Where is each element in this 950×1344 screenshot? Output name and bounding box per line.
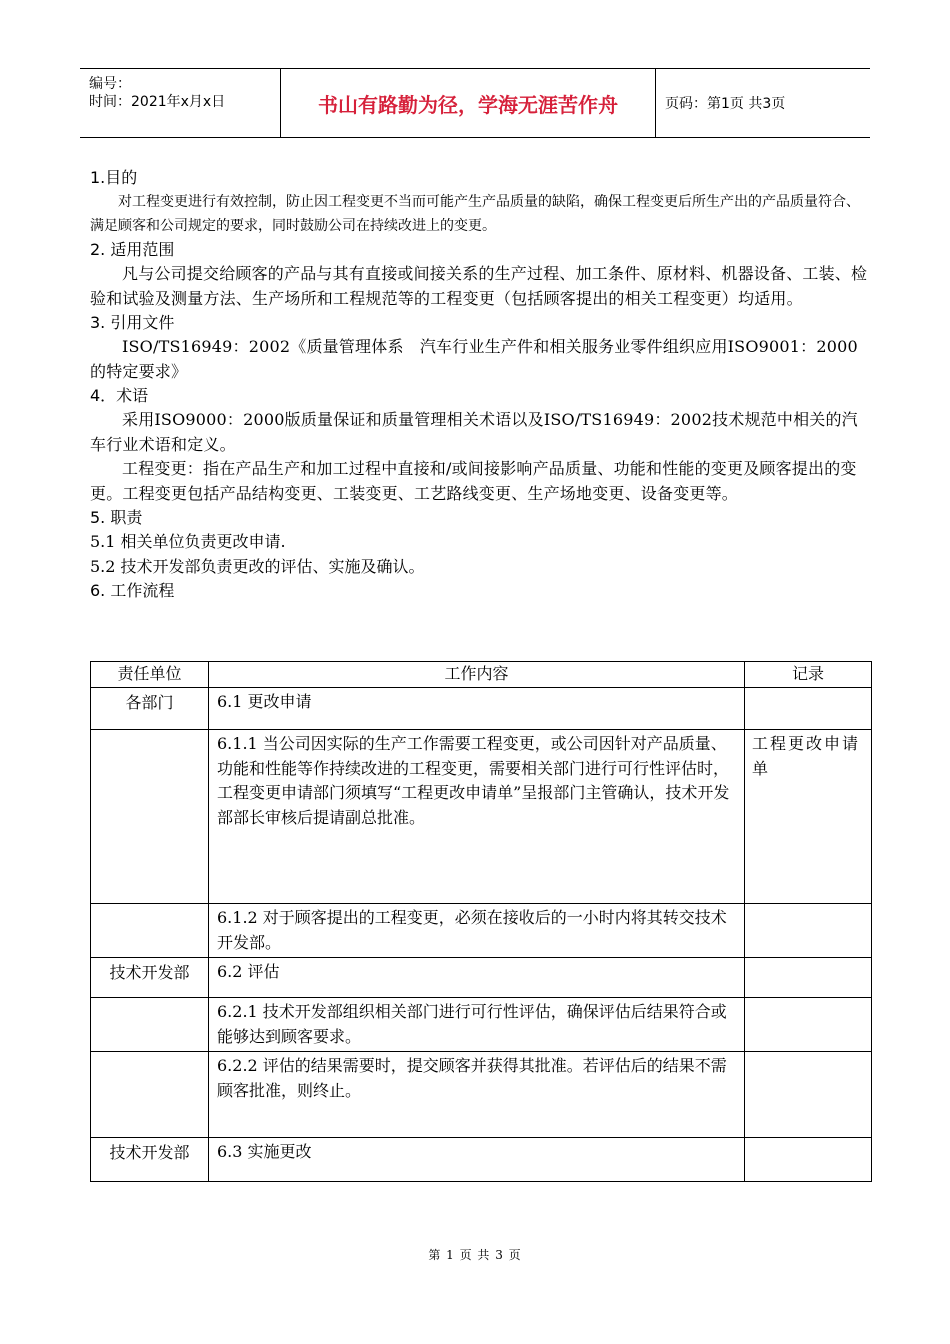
record-cell bbox=[745, 998, 872, 1052]
content-cell: 6.2.2 评估的结果需要时，提交顾客并获得其批准。若评估后的结果不需顾客批准，则终止。 bbox=[209, 1052, 745, 1138]
record-cell bbox=[745, 688, 872, 730]
content-cell: 6.2 评估 bbox=[209, 958, 745, 998]
record-cell: 工程更改申请单 bbox=[745, 730, 872, 904]
content-cell: 6.1.2 对于顾客提出的工程变更，必须在接收后的一小时内将其转交技术开发部。 bbox=[209, 904, 745, 958]
table-row bbox=[91, 688, 872, 730]
column-header-content: 工作内容 bbox=[209, 662, 745, 688]
unit-cell bbox=[91, 1052, 209, 1138]
document-body bbox=[90, 166, 870, 603]
header-motto: 书山有路勤为径，学海无涯苦作舟 bbox=[281, 69, 656, 137]
unit-cell bbox=[91, 730, 209, 904]
section-body-references: ISO/TS16949：2002《质量管理体系 汽车行业生产件和相关服务业零件组织应用ISO9001：2000的特定要求》 bbox=[90, 337, 858, 381]
unit-cell: 技术开发部 bbox=[91, 958, 209, 998]
section-body-scope: 凡与公司提交给顾客的产品与其有直接或间接关系的生产过程、加工条件、原材料、机器设备、工装、检验和试验及测量方法、生产场所和工程规范等的工程变更（包括顾客提出的相关工程变更）均适用。 bbox=[90, 264, 868, 308]
record-cell bbox=[745, 958, 872, 998]
table-row bbox=[91, 730, 872, 904]
unit-cell: 各部门 bbox=[91, 688, 209, 730]
table-row bbox=[91, 1052, 872, 1138]
document-date-label: 时间：2021年x月x日 bbox=[89, 94, 226, 110]
record-cell bbox=[745, 904, 872, 958]
responsibility-item: 5.1 相关单位负责更改申请. bbox=[90, 532, 286, 551]
header-page-label: 页码：第1页 共3页 bbox=[665, 96, 786, 112]
section-title-workflow: 6. 工作流程 bbox=[90, 581, 175, 600]
page-footer: 第 1 页 共 3 页 bbox=[428, 1248, 522, 1262]
section-title-scope: 2. 适用范围 bbox=[90, 240, 175, 259]
table-row bbox=[91, 998, 872, 1052]
content-cell: 6.3 实施更改 bbox=[209, 1138, 745, 1182]
record-cell bbox=[745, 1138, 872, 1182]
section-title-references: 3. 引用文件 bbox=[90, 313, 175, 332]
table-row bbox=[91, 1138, 872, 1182]
section-body-purpose: 对工程变更进行有效控制，防止因工程变更不当而可能产生产品质量的缺陷，确保工程变更后所生产出的产品质量符合、满足顾客和公司规定的要求，同时鼓励公司在持续改进上的变更。 bbox=[90, 194, 860, 234]
table-header-row bbox=[91, 662, 872, 688]
workflow-table bbox=[90, 661, 872, 1182]
section-title-terms: 4．术语 bbox=[90, 386, 149, 405]
document-number-label: 编号： bbox=[89, 76, 131, 92]
column-header-unit: 责任单位 bbox=[91, 662, 209, 688]
page-header bbox=[80, 68, 870, 138]
table-row bbox=[91, 904, 872, 958]
record-cell bbox=[745, 1052, 872, 1138]
unit-cell: 技术开发部 bbox=[91, 1138, 209, 1182]
column-header-record: 记录 bbox=[745, 662, 872, 688]
content-cell: 6.1.1 当公司因实际的生产工作需要工程变更，或公司因针对产品质量、功能和性能等作持续改进的工程变更，需要相关部门进行可行性评估时，工程变更申请部门须填写“工程更改申请单”呈报部门主管确认，技术开发部部长审核后提请副总批准。 bbox=[209, 730, 745, 904]
unit-cell bbox=[91, 904, 209, 958]
content-cell: 6.1 更改申请 bbox=[209, 688, 745, 730]
header-info-cell bbox=[80, 69, 281, 137]
unit-cell bbox=[91, 998, 209, 1052]
responsibility-item: 5.2 技术开发部负责更改的评估、实施及确认。 bbox=[90, 556, 425, 576]
section-body-terms-2: 工程变更：指在产品生产和加工过程中直接和/或间接影响产品质量、功能和性能的变更及顾客提出的变更。工程变更包括产品结构变更、工装变更、工艺路线变更、生产场地变更、设备变更等。 bbox=[90, 459, 857, 503]
section-title-purpose: 1.目的 bbox=[90, 168, 138, 187]
table-row bbox=[91, 958, 872, 998]
content-cell: 6.2.1 技术开发部组织相关部门进行可行性评估，确保评估后结果符合或能够达到顾客要求。 bbox=[209, 998, 745, 1052]
section-body-terms-1: 采用ISO9000：2000版质量保证和质量管理相关术语以及ISO/TS16949：2002技术规范中相关的汽车行业术语和定义。 bbox=[90, 410, 858, 454]
section-title-responsibilities: 5. 职责 bbox=[90, 508, 143, 527]
